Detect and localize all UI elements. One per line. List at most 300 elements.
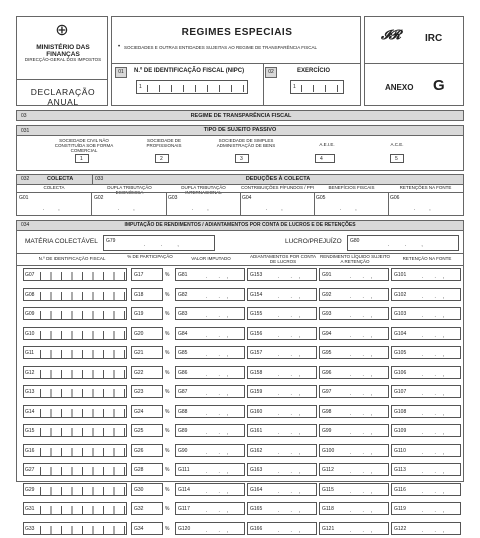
participation-input[interactable]: [131, 444, 163, 457]
percent-symbol: %: [165, 428, 169, 434]
table-row: [17, 265, 463, 285]
imputed-value-field-code: G87: [178, 389, 187, 395]
advances-field-code: G155: [250, 311, 262, 317]
tax-label: IRC: [425, 33, 442, 44]
advances-separators: . . ,: [278, 411, 300, 417]
withholding-input[interactable]: [391, 268, 461, 281]
net-income-separators: . . ,: [350, 411, 372, 417]
participation-input[interactable]: [131, 346, 163, 359]
imputed-value-separators: . . ,: [206, 294, 228, 300]
deduction-4-input[interactable]: [314, 193, 389, 216]
section-034: [16, 220, 464, 482]
participation-field-code: G30: [134, 487, 143, 493]
directorate-name: DIRECÇÃO-GERAL DOS IMPOSTOS: [19, 57, 107, 62]
nipc-digit-cells: [147, 85, 245, 92]
withholding-separators: . . ,: [422, 333, 444, 339]
participation-input[interactable]: [131, 327, 163, 340]
deduction-4-label: BENEFÍCIOS FISCAIS: [315, 186, 388, 191]
participation-input[interactable]: [131, 463, 163, 476]
withholding-field-code: G102: [394, 292, 406, 298]
net-income-field-code: G121: [322, 526, 334, 532]
imputed-value-input[interactable]: [175, 483, 245, 496]
nif-field-code: G09: [25, 311, 34, 317]
bullet-icon: •: [118, 44, 120, 50]
nif-digit-cells: [40, 409, 126, 417]
imputed-value-field-code: G83: [178, 311, 187, 317]
percent-symbol: %: [165, 331, 169, 337]
net-income-field-code: G91: [322, 272, 331, 278]
lucro-label: LUCRO/PREJUÍZO: [285, 238, 342, 245]
imputed-value-field-code: G81: [178, 272, 187, 278]
section-032-title: COLECTA: [47, 176, 73, 182]
withholding-input[interactable]: [391, 405, 461, 418]
participation-input[interactable]: [131, 385, 163, 398]
colecta-field-code: G01: [19, 195, 28, 201]
advances-input[interactable]: [247, 385, 317, 398]
advances-input[interactable]: [247, 463, 317, 476]
col-header-nif: N.º DE IDENTIFICAÇÃO FISCAL: [17, 257, 127, 262]
col-header-participation: % DE PARTICIPAÇÃO: [127, 255, 173, 260]
withholding-field-code: G104: [394, 331, 406, 337]
nif-field-code: G16: [25, 448, 34, 454]
withholding-separators: . . ,: [422, 489, 444, 495]
nif-field-code: G10: [25, 331, 34, 337]
net-income-separators: . . ,: [350, 274, 372, 280]
imputed-value-separators: . . ,: [206, 469, 228, 475]
nif-digit-cells: [40, 487, 126, 495]
participation-field-code: G24: [134, 409, 143, 415]
section-031: [16, 125, 464, 171]
withholding-separators: . . ,: [422, 294, 444, 300]
imputed-value-field-code: G90: [178, 448, 187, 454]
imputed-value-separators: . . ,: [206, 450, 228, 456]
net-income-field-code: G97: [322, 389, 331, 395]
deduction-1-label: DUPLA TRIBUTAÇÃO ECONÓMICA: [93, 186, 166, 196]
advances-field-code: G153: [250, 272, 262, 278]
percent-symbol: %: [165, 467, 169, 473]
section-032-033: [16, 174, 464, 216]
net-income-separators: . . ,: [350, 430, 372, 436]
option-3-label: SOCIEDADE DE SIMPLES ADMINISTRAÇÃO DE BENS: [215, 139, 277, 149]
irc-divider: [365, 63, 463, 64]
imputed-value-field-code: G84: [178, 331, 187, 337]
percent-symbol: %: [165, 292, 169, 298]
nif-field-code: G15: [25, 428, 34, 434]
net-income-separators: . . ,: [350, 450, 372, 456]
advances-field-code: G165: [250, 506, 262, 512]
advances-separators: . . ,: [278, 450, 300, 456]
net-income-input[interactable]: [319, 463, 389, 476]
participation-input[interactable]: [131, 307, 163, 320]
table-row: [17, 421, 463, 441]
withholding-input[interactable]: [391, 522, 461, 535]
imputed-value-field-code: G117: [178, 506, 190, 512]
imputed-value-separators: . . ,: [206, 352, 228, 358]
withholding-input[interactable]: [391, 483, 461, 496]
net-income-separators: . . ,: [350, 508, 372, 514]
table-row: [17, 460, 463, 480]
nif-input[interactable]: [23, 444, 127, 457]
nipc-box-index: 1: [139, 84, 142, 90]
exercise-digit-cells: [301, 85, 339, 92]
net-income-field-code: G96: [322, 370, 331, 376]
col-header-imputed-value: VALOR IMPUTADO: [175, 257, 247, 262]
nif-input[interactable]: [23, 483, 127, 496]
coat-of-arms-icon: ⊕: [53, 22, 71, 40]
section-032-number: 032: [21, 176, 29, 182]
nif-field-code: G27: [25, 467, 34, 473]
withholding-separators: . . ,: [422, 352, 444, 358]
participation-field-code: G18: [134, 292, 143, 298]
irc-box: [364, 16, 464, 106]
advances-separators: . . ,: [278, 391, 300, 397]
deduction-1-input[interactable]: [92, 193, 167, 216]
option-3-checkbox[interactable]: [235, 154, 249, 163]
table-row: [17, 304, 463, 324]
exercise-divider: [263, 63, 264, 106]
advances-input[interactable]: [247, 483, 317, 496]
net-income-field-code: G92: [322, 292, 331, 298]
imputed-value-separators: . . ,: [206, 411, 228, 417]
withholding-input[interactable]: [391, 307, 461, 320]
withholding-input[interactable]: [391, 288, 461, 301]
participation-input[interactable]: [131, 522, 163, 535]
imputed-value-separators: . . ,: [206, 430, 228, 436]
deduction-4-field-code: G05: [316, 195, 325, 201]
withholding-separators: . . ,: [422, 508, 444, 514]
lucro-input[interactable]: [347, 235, 459, 251]
advances-separators: . . ,: [278, 274, 300, 280]
imputed-value-separators: . . ,: [206, 391, 228, 397]
advances-separators: . . ,: [278, 528, 300, 534]
nif-input[interactable]: [23, 366, 127, 379]
net-income-separators: . . ,: [350, 313, 372, 319]
advances-field-code: G162: [250, 448, 262, 454]
advances-field-code: G164: [250, 487, 262, 493]
nif-input[interactable]: [23, 288, 127, 301]
net-income-field-code: G94: [322, 331, 331, 337]
materia-field-code: G79: [106, 238, 115, 244]
net-income-input[interactable]: [319, 327, 389, 340]
table-row: [17, 382, 463, 402]
nif-input[interactable]: [23, 327, 127, 340]
net-income-input[interactable]: [319, 307, 389, 320]
advances-field-code: G163: [250, 467, 262, 473]
net-income-separators: . . ,: [350, 391, 372, 397]
withholding-separators: . . ,: [422, 313, 444, 319]
participation-field-code: G26: [134, 448, 143, 454]
net-income-input[interactable]: [319, 483, 389, 496]
table-row: [17, 343, 463, 363]
declaration-label: DECLARAÇÃO ANUAL: [19, 87, 107, 107]
section-031-title: TIPO DE SUJEITO PASSIVO: [17, 127, 463, 133]
imputed-value-input[interactable]: [175, 405, 245, 418]
advances-separators: . . ,: [278, 489, 300, 495]
option-4-label: A.E.I.E.: [307, 143, 347, 148]
participation-field-code: G20: [134, 331, 143, 337]
nif-field-code: G11: [25, 350, 34, 356]
withholding-field-code: G119: [394, 506, 406, 512]
deduction-1-separators: . ,: [118, 206, 135, 212]
nif-input[interactable]: [23, 522, 127, 535]
advances-input[interactable]: [247, 405, 317, 418]
participation-field-code: G19: [134, 311, 143, 317]
nipc-number: 01: [115, 67, 127, 78]
withholding-separators: . . ,: [422, 274, 444, 280]
imputed-value-input[interactable]: [175, 288, 245, 301]
nif-input[interactable]: [23, 346, 127, 359]
withholding-input[interactable]: [391, 366, 461, 379]
option-4-box-index: 4: [320, 156, 323, 162]
net-income-input[interactable]: [319, 424, 389, 437]
nif-input[interactable]: [23, 502, 127, 515]
exercise-label: EXERCÍCIO: [297, 68, 330, 74]
option-1-label: SOCIEDADE CIVIL NÃO CONSTITUÍDA SOB FORMA COMERCIAL: [49, 139, 119, 154]
imputed-value-field-code: G88: [178, 409, 187, 415]
participation-field-code: G32: [134, 506, 143, 512]
imputed-value-separators: . . ,: [206, 489, 228, 495]
net-income-field-code: G112: [322, 467, 334, 473]
net-income-input[interactable]: [319, 405, 389, 418]
deduction-2-label: DUPLA TRIBUTAÇÃO INTERNACIONAL: [167, 186, 240, 196]
net-income-separators: . . ,: [350, 372, 372, 378]
section-03-title: REGIME DE TRANSPARÊNCIA FISCAL: [17, 113, 465, 119]
advances-input[interactable]: [247, 288, 317, 301]
imputed-value-input[interactable]: [175, 385, 245, 398]
withholding-input[interactable]: [391, 385, 461, 398]
net-income-field-code: G99: [322, 428, 331, 434]
net-income-input[interactable]: [319, 385, 389, 398]
advances-input[interactable]: [247, 268, 317, 281]
withholding-separators: . . ,: [422, 450, 444, 456]
participation-input[interactable]: [131, 405, 163, 418]
advances-field-code: G158: [250, 370, 262, 376]
withholding-input[interactable]: [391, 444, 461, 457]
advances-separators: . . ,: [278, 352, 300, 358]
nif-field-code: G31: [25, 506, 34, 512]
net-income-separators: . . ,: [350, 352, 372, 358]
advances-field-code: G156: [250, 331, 262, 337]
nif-digit-cells: [40, 292, 126, 300]
participation-input[interactable]: [131, 268, 163, 281]
participation-input[interactable]: [131, 366, 163, 379]
option-2-label: SOCIEDADE DE PROFISSIONAIS: [139, 139, 189, 149]
advances-separators: . . ,: [278, 430, 300, 436]
header-divider: [17, 79, 107, 80]
nif-digit-cells: [40, 350, 126, 358]
lucro-field-code: G80: [350, 238, 359, 244]
table-row: [17, 441, 463, 461]
imputed-value-input[interactable]: [175, 522, 245, 535]
net-income-separators: . . ,: [350, 294, 372, 300]
option-4-checkbox[interactable]: [315, 154, 335, 163]
nipc-input[interactable]: [136, 80, 248, 94]
imputed-value-input[interactable]: [175, 444, 245, 457]
withholding-input[interactable]: [391, 502, 461, 515]
advances-field-code: G159: [250, 389, 262, 395]
net-income-input[interactable]: [319, 444, 389, 457]
net-income-field-code: G118: [322, 506, 334, 512]
nif-digit-cells: [40, 370, 126, 378]
net-income-separators: . . ,: [350, 469, 372, 475]
imputed-value-separators: . . ,: [206, 508, 228, 514]
exercise-input[interactable]: [290, 80, 344, 94]
net-income-input[interactable]: [319, 268, 389, 281]
nif-field-code: G07: [25, 272, 34, 278]
participation-field-code: G17: [134, 272, 143, 278]
withholding-input[interactable]: [391, 424, 461, 437]
participation-input[interactable]: [131, 502, 163, 515]
advances-field-code: G161: [250, 428, 262, 434]
table-row: [17, 324, 463, 344]
advances-input[interactable]: [247, 424, 317, 437]
nif-input[interactable]: [23, 268, 127, 281]
deduction-3-input[interactable]: [240, 193, 315, 216]
net-income-input[interactable]: [319, 288, 389, 301]
imputed-value-field-code: G86: [178, 370, 187, 376]
net-income-input[interactable]: [319, 502, 389, 515]
nipc-label: N.º DE IDENTIFICAÇÃO FISCAL (NIPC): [134, 68, 244, 74]
imputed-value-input[interactable]: [175, 346, 245, 359]
advances-separators: . . ,: [278, 294, 300, 300]
section-03-header: [16, 110, 464, 121]
withholding-field-code: G101: [394, 272, 406, 278]
imputed-value-input[interactable]: [175, 424, 245, 437]
imputed-value-field-code: G89: [178, 428, 187, 434]
imputed-value-separators: . . ,: [206, 528, 228, 534]
imputed-value-separators: . . ,: [206, 313, 228, 319]
imputed-value-field-code: G111: [178, 467, 190, 473]
advances-input[interactable]: [247, 444, 317, 457]
materia-input[interactable]: [103, 235, 215, 251]
participation-field-code: G22: [134, 370, 143, 376]
nif-digit-cells: [40, 331, 126, 339]
imputed-value-input[interactable]: [175, 307, 245, 320]
section-033-title: DEDUÇÕES À COLECTA: [93, 176, 463, 182]
advances-input[interactable]: [247, 307, 317, 320]
imputed-value-input[interactable]: [175, 366, 245, 379]
colecta-input[interactable]: [17, 193, 92, 216]
net-income-input[interactable]: [319, 346, 389, 359]
option-1-checkbox[interactable]: [75, 154, 89, 163]
withholding-separators: . . ,: [422, 372, 444, 378]
imputed-value-input[interactable]: [175, 502, 245, 515]
deduction-5-label: RETENÇÕES NA FONTE: [389, 186, 462, 191]
deduction-3-label: CONTRIBUIÇÕES P/FUNDOS / PPI: [241, 186, 314, 191]
exercise-box-index: 1: [293, 84, 296, 90]
advances-field-code: G160: [250, 409, 262, 415]
option-2-checkbox[interactable]: [155, 154, 169, 163]
table-row: [17, 480, 463, 500]
net-income-input[interactable]: [319, 522, 389, 535]
nif-input[interactable]: [23, 405, 127, 418]
advances-input[interactable]: [247, 327, 317, 340]
nif-input[interactable]: [23, 463, 127, 476]
table-row: [17, 285, 463, 305]
option-5-label: A.C.E.: [377, 143, 417, 148]
nif-field-code: G12: [25, 370, 34, 376]
annex-letter: G: [433, 77, 445, 94]
withholding-field-code: G122: [394, 526, 406, 532]
net-income-field-code: G93: [322, 311, 331, 317]
colecta-separators: . ,: [43, 206, 60, 212]
withholding-separators: . . ,: [422, 391, 444, 397]
net-income-field-code: G95: [322, 350, 331, 356]
percent-symbol: %: [165, 350, 169, 356]
imputed-value-input[interactable]: [175, 327, 245, 340]
participation-field-code: G23: [134, 389, 143, 395]
section-03-number: 03: [21, 113, 27, 119]
table-row: [17, 363, 463, 383]
nif-field-code: G08: [25, 292, 34, 298]
net-income-input[interactable]: [319, 366, 389, 379]
nif-input[interactable]: [23, 385, 127, 398]
imputed-value-input[interactable]: [175, 463, 245, 476]
nif-field-code: G13: [25, 389, 34, 395]
withholding-field-code: G113: [394, 467, 406, 473]
option-5-checkbox[interactable]: [390, 154, 404, 163]
nif-digit-cells: [40, 428, 126, 436]
withholding-input[interactable]: [391, 327, 461, 340]
colecta-sublabel: COLECTA: [17, 186, 91, 191]
deduction-2-field-code: G03: [168, 195, 177, 201]
deduction-4-separators: . ,: [340, 206, 357, 212]
participation-input[interactable]: [131, 424, 163, 437]
net-income-separators: . . ,: [350, 528, 372, 534]
deduction-5-input[interactable]: [388, 193, 463, 216]
deduction-2-input[interactable]: [166, 193, 241, 216]
nif-input[interactable]: [23, 307, 127, 320]
imputed-value-input[interactable]: [175, 268, 245, 281]
nif-field-code: G33: [25, 526, 34, 532]
nif-digit-cells: [40, 272, 126, 280]
advances-field-code: G166: [250, 526, 262, 532]
advances-input[interactable]: [247, 502, 317, 515]
withholding-input[interactable]: [391, 463, 461, 476]
ministry-box: [16, 16, 108, 106]
participation-input[interactable]: [131, 483, 163, 496]
option-1-box-index: 1: [80, 156, 83, 162]
dgci-logo-icon: 𝓘𝓡: [381, 27, 400, 43]
col-header-net-income: RENDIMENTO LÍQUIDO SUJEITO A RETENÇÃO: [319, 255, 391, 265]
exercise-number: 02: [265, 67, 277, 78]
nif-input[interactable]: [23, 424, 127, 437]
withholding-field-code: G103: [394, 311, 406, 317]
advances-separators: . . ,: [278, 508, 300, 514]
percent-symbol: %: [165, 311, 169, 317]
nif-digit-cells: [40, 526, 126, 534]
advances-input[interactable]: [247, 522, 317, 535]
percent-symbol: %: [165, 389, 169, 395]
imputed-value-separators: . . ,: [206, 372, 228, 378]
imputed-value-field-code: G85: [178, 350, 187, 356]
withholding-input[interactable]: [391, 346, 461, 359]
deduction-5-separators: . ,: [414, 206, 431, 212]
net-income-separators: . . ,: [350, 333, 372, 339]
advances-input[interactable]: [247, 366, 317, 379]
withholding-separators: . . ,: [422, 469, 444, 475]
materia-label: MATÉRIA COLECTÁVEL: [25, 238, 98, 245]
participation-field-code: G25: [134, 428, 143, 434]
withholding-field-code: G107: [394, 389, 406, 395]
section-033-number: 033: [95, 176, 103, 182]
advances-input[interactable]: [247, 346, 317, 359]
deduction-1-field-code: G02: [94, 195, 103, 201]
participation-input[interactable]: [131, 288, 163, 301]
advances-field-code: G154: [250, 292, 262, 298]
table-row: [17, 402, 463, 422]
imputation-table: [17, 265, 463, 481]
